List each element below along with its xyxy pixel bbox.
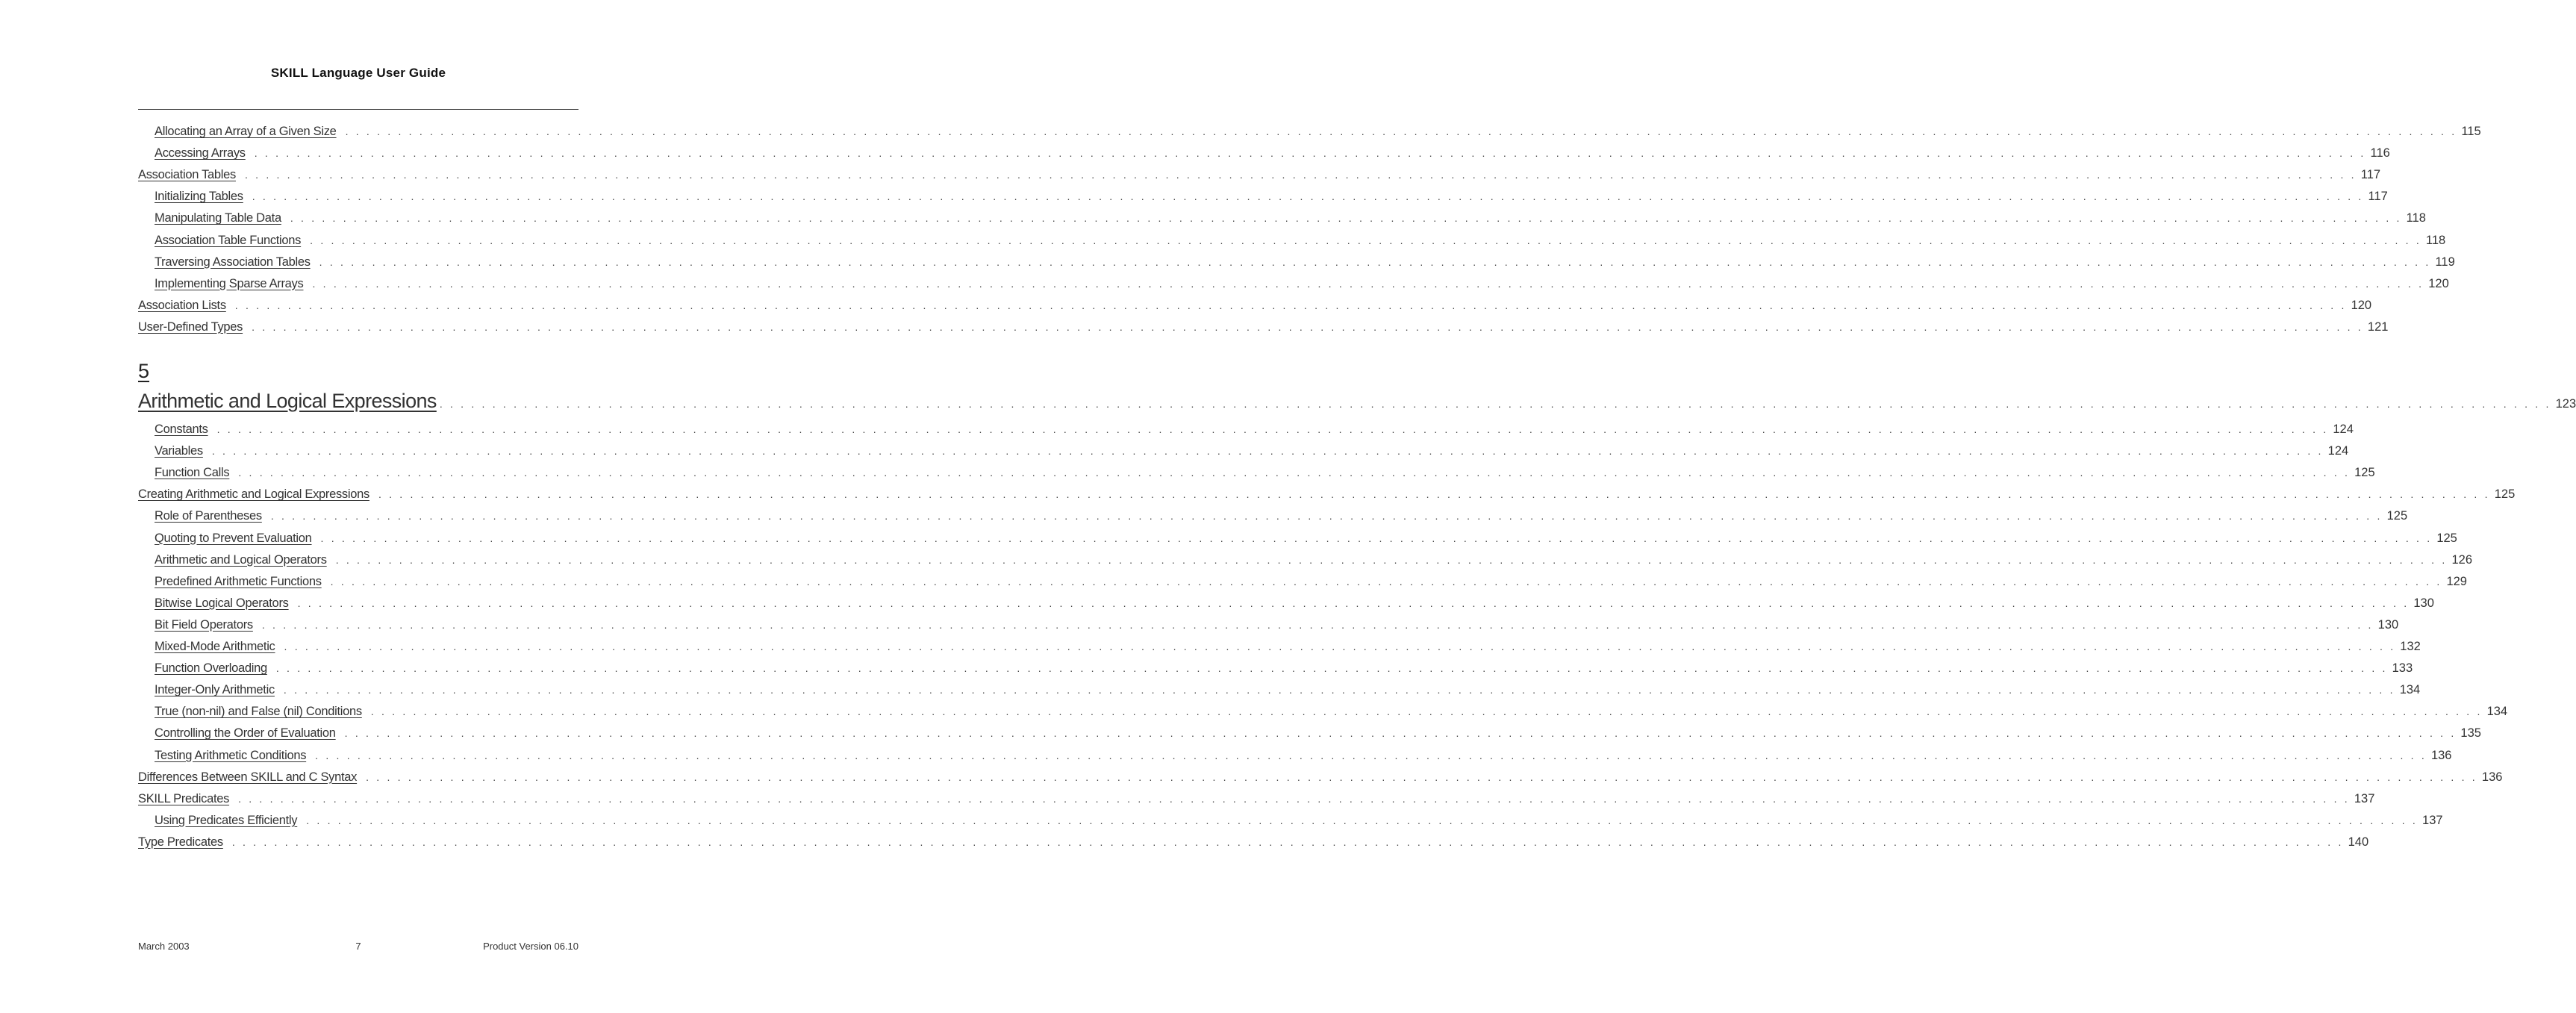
toc-entry-link[interactable]: Association Table Functions [155,233,302,247]
toc-entry-page-number: 120 [2428,276,2449,290]
toc-entry[interactable] [138,166,2381,184]
toc-entry-link[interactable]: Bit Field Operators [155,617,253,632]
toc-entry-page-number: 121 [2367,320,2389,334]
toc-entry[interactable] [155,551,2472,569]
chapter-title-row[interactable] [138,387,2576,415]
dot-leader: . . . . . . . . . . . . . . . . . . . . . . . . . . . . . . . . . . . . . . . . . . . . . . . . . . . . . . . . . . . . . . . . . . . . . . . . . . . . . . . . . . . . . . . . . . . . . . . . . . . . . . . . . . . . . . . . . . . . . . . . . . . . . . . . . . . . . . . . . . . . . . . . . . . . . . . . . . . . . . . . . . . . . . . . . . . . . . . . . . . . . . . . . . . . . . . . . . . . . . . . [270,510,2383,523]
toc-entry[interactable] [138,833,2369,851]
dot-leader: . . . . . . . . . . . . . . . . . . . . . . . . . . . . . . . . . . . . . . . . . . . . . . . . . . . . . . . . . . . . . . . . . . . . . . . . . . . . . . . . . . . . . . . . . . . . . . . . . . . . . . . . . . . . . . . . . . . . . . . . . . . . . . . . . . . . . . . . . . . . . . . . . . . . . . . . . . . . . . . . . . . . . . . . . . . . . . . . . . . . . . . . . . . . . . . . . . . . . . . . [238,792,2350,805]
toc-entry-link[interactable]: Bitwise Logical Operators [155,596,289,610]
toc-entry-page-number: 130 [2377,617,2399,632]
toc-entry-page-number: 115 [2461,125,2481,138]
toc-entry-link[interactable]: Testing Arithmetic Conditions [155,748,307,762]
toc-entry[interactable] [155,507,2408,525]
dot-leader: . . . . . . . . . . . . . . . . . . . . . . . . . . . . . . . . . . . . . . . . . . . . . . . . . . . . . . . . . . . . . . . . . . . . . . . . . . . . . . . . . . . . . . . . . . . . . . . . . . . . . . . . . . . . . . . . . . . . . . . . . . . . . . . . . . . . . . . . . . . . . . . . . . . . . . . . . . . . . . . . . . . . . . . . . . . . . . . . . . . . . . . . . . . . . . . . . . . . . . . . [290,212,2402,225]
dot-leader: . . . . . . . . . . . . . . . . . . . . . . . . . . . . . . . . . . . . . . . . . . . . . . . . . . . . . . . . . . . . . . . . . . . . . . . . . . . . . . . . . . . . . . . . . . . . . . . . . . . . . . . . . . . . . . . . . . . . . . . . . . . . . . . . . . . . . . . . . . . . . . . . . . . . . . . . . . . . . . . . . . . . . . . . . . . . . . . . . . . . . . . . . . . . . . . . . . . . . . . . [320,532,2433,544]
toc-entry-page-number: 125 [2354,466,2375,480]
toc-entry-link[interactable]: True (non-nil) and False (nil) Conditions [155,705,362,719]
toc-entry-link[interactable]: Controlling the Order of Evaluation [155,726,336,741]
footer-page-number: 7 [355,941,361,952]
toc-entry-link[interactable]: Function Overloading [155,661,267,676]
dot-leader: . . . . . . . . . . . . . . . . . . . . . . . . . . . . . . . . . . . . . . . . . . . . . . . . . . . . . . . . . . . . . . . . . . . . . . . . . . . . . . . . . . . . . . . . . . . . . . . . . . . . . . . . . . . . . . . . . . . . . . . . . . . . . . . . . . . . . . . . . . . . . . . . . . . . . . . . . . . . . . . . . . . . . . . . . . . . . . . . . . . . . . . . . . . . . . . . . . . . . . . . [335,553,2448,566]
toc-entry[interactable] [138,768,2503,786]
toc-entry-page-number: 140 [2348,835,2369,849]
toc-entry-page-number: 125 [2436,531,2457,545]
toc-entry[interactable] [155,616,2399,634]
toc-entry-link[interactable]: User-Defined Types [138,320,243,334]
toc-entry[interactable] [155,702,2508,720]
toc-entry-link[interactable]: Manipulating Table Data [155,211,281,225]
toc-entry-link[interactable]: Quoting to Prevent Evaluation [155,531,312,545]
toc-entry-page-number: 136 [2430,748,2452,762]
toc-entry-link[interactable]: Differences Between SKILL and C Syntax [138,770,358,784]
toc-entry[interactable] [155,209,2426,227]
toc-entry[interactable] [155,144,2390,162]
toc-entry-link[interactable]: Arithmetic and Logical Operators [155,552,327,567]
dot-leader: . . . . . . . . . . . . . . . . . . . . . . . . . . . . . . . . . . . . . . . . . . . . . . . . . . . . . . . . . . . . . . . . . . . . . . . . . . . . . . . . . . . . . . . . . . . . . . . . . . . . . . . . . . . . . . . . . . . . . . . . . . . . . . . . . . . . . . . . . . . . . . . . . . . . . . . . . . . . . . . . . . . . . . . . . . . . . . . . . . . . . . . . . . . . . . . . . . . . . . . . [310,234,2421,246]
toc-entry[interactable] [138,485,2516,503]
toc-entry-page-number: 132 [2400,640,2421,653]
chapter-page-number: 123 [2555,397,2576,411]
toc-entry-link[interactable]: Using Predicates Efficiently [155,813,298,827]
toc-entry-link[interactable]: Association Lists [138,298,226,312]
dot-leader: . . . . . . . . . . . . . . . . . . . . . . . . . . . . . . . . . . . . . . . . . . . . . . . . . . . . . . . . . . . . . . . . . . . . . . . . . . . . . . . . . . . . . . . . . . . . . . . . . . . . . . . . . . . . . . . . . . . . . . . . . . . . . . . . . . . . . . . . . . . . . . . . . . . . . . . . . . . . . . . . . . . . . . . . . . . . . . . . . . . . . . . . . . . . . . . . . . . . . . . . [275,662,2388,675]
toc-entry[interactable] [155,573,2467,590]
dot-leader: . . . . . . . . . . . . . . . . . . . . . . . . . . . . . . . . . . . . . . . . . . . . . . . . . . . . . . . . . . . . . . . . . . . . . . . . . . . . . . . . . . . . . . . . . . . . . . . . . . . . . . . . . . . . . . . . . . . . . . . . . . . . . . . . . . . . . . . . . . . . . . . . . . . . . . . . . . . . . . . . . . . . . . . . . . . . . . . . . . . . . . . . . . . . . . . . . . . . . . . . [238,467,2351,479]
dot-leader: . . . . . . . . . . . . . . . . . . . . . . . . . . . . . . . . . . . . . . . . . . . . . . . . . . . . . . . . . . . . . . . . . . . . . . . . . . . . . . . . . . . . . . . . . . . . . . . . . . . . . . . . . . . . . . . . . . . . . . . . . . . . . . . . . . . . . . . . . . . . . . . . . . . . . . . . . . . . . . . . . . . . . . . . . . . . . . . . . . . . . . . . . . . . . . . . . . . . . . . . [283,684,2395,696]
page-header-title: SKILL Language User Guide [270,66,446,80]
toc-entry[interactable] [155,659,2413,677]
toc-entry-link[interactable]: Implementing Sparse Arrays [155,276,304,290]
dot-leader: . . . . . . . . . . . . . . . . . . . . . . . . . . . . . . . . . . . . . . . . . . . . . . . . . . . . . . . . . . . . . . . . . . . . . . . . . . . . . . . . . . . . . . . . . . . . . . . . . . . . . . . . . . . . . . . . . . . . . . . . . . . . . . . . . . . . . . . . . . . . . . . . . . . . . . . . . . . . . . . . . . . . . . . . . . . . . . . . . . . . . . . . . . . . . . . . . . . . . . . . [231,835,2344,848]
toc-entry-page-number: 137 [2422,813,2443,827]
toc-entry-page-number: 136 [2481,770,2503,784]
toc-entry-link[interactable]: Initializing Tables [155,190,243,204]
toc-entry[interactable] [155,594,2434,612]
dot-leader: . . . . . . . . . . . . . . . . . . . . . . . . . . . . . . . . . . . . . . . . . . . . . . . . . . . . . . . . . . . . . . . . . . . . . . . . . . . . . . . . . . . . . . . . . . . . . . . . . . . . . . . . . . . . . . . . . . . . . . . . . . . . . . . . . . . . . . . . . . . . . . . . . . . . . . . . . . . . . . . . . . . . . . . . . . . . . . . . . . . . . . . . . . . . . . . . . . . . . . . . [330,575,2442,587]
toc-entry-link[interactable]: Integer-Only Arithmetic [155,683,275,697]
dot-leader: . . . . . . . . . . . . . . . . . . . . . . . . . . . . . . . . . . . . . . . . . . . . . . . . . . . . . . . . . . . . . . . . . . . . . . . . . . . . . . . . . . . . . . . . . . . . . . . . . . . . . . . . . . . . . . . . . . . . . . . . . . . . . . . . . . . . . . . . . . . . . . . . . . . . . . . . . . . . . . . . . . . . . . . . . . . . . . . . . . . . . . . . . . . . . . . . . . . . . . . . [284,640,2396,652]
toc-entry-page-number: 125 [2386,509,2408,523]
toc-entry-link[interactable]: Mixed-Mode Arithmetic [155,640,275,653]
toc-entry-link[interactable]: Allocating an Array of a Given Size [155,125,337,138]
dot-leader: . . . . . . . . . . . . . . . . . . . . . . . . . . . . . . . . . . . . . . . . . . . . . . . . . . . . . . . . . . . . . . . . . . . . . . . . . . . . . . . . . . . . . . . . . . . . . . . . . . . . . . . . . . . . . . . . . . . . . . . . . . . . . . . . . . . . . . . . . . . . . . . . . . . . . . . . . . . . . . . . . . . . . . . . . . . . . . . . . . . . . . . . . . . . . . . . . . . . . . . . [312,277,2424,290]
toc-entry-page-number: 116 [2370,146,2390,160]
toc-entry-link[interactable]: Constants [155,423,208,436]
toc-entry[interactable] [155,275,2449,293]
dot-leader: . . . . . . . . . . . . . . . . . . . . . . . . . . . . . . . . . . . . . . . . . . . . . . . . . . . . . . . . . . . . . . . . . . . . . . . . . . . . . . . . . . . . . . . . . . . . . . . . . . . . . . . . . . . . . . . . . . . . . . . . . . . . . . . . . . . . . . . . . . . . . . . . . . . . . . . . . . . . . . . . . . . . . . . . . . . . . . . . . . . . . . . . . . . . . . . . . . . . . . . . [244,169,2357,181]
toc-entry-page-number: 137 [2354,791,2375,805]
toc-entry-link[interactable]: Association Tables [138,168,236,182]
toc-entry[interactable] [155,811,2443,829]
dot-leader: . . . . . . . . . . . . . . . . . . . . . . . . . . . . . . . . . . . . . . . . . . . . . . . . . . . . . . . . . . . . . . . . . . . . . . . . . . . . . . . . . . . . . . . . . . . . . . . . . . . . . . . . . . . . . . . . . . . . . . . . . . . . . . . . . . . . . . . . . . . . . . . . . . . . . . . . . . . . . . . . . . . . . . . . . . . . . . . . . . . . . . . . . . . . . . . . . . . . . . . . [315,749,2427,761]
dot-leader: . . . . . . . . . . . . . . . . . . . . . . . . . . . . . . . . . . . . . . . . . . . . . . . . . . . . . . . . . . . . . . . . . . . . . . . . . . . . . . . . . . . . . . . . . . . . . . . . . . . . . . . . . . . . . . . . . . . . . . . . . . . . . . . . . . . . . . . . . . . . . . . . . . . . . . . . . . . . . . . . . . . . . . . . . . . . . . . . . . . . . . . . . . . . . . . . . . . . . . . . [252,190,2364,203]
toc-entry-page-number: 133 [2392,661,2413,676]
toc-entry-page-number: 130 [2413,596,2434,610]
toc-entry[interactable] [155,724,2481,742]
dot-leader: . . . . . . . . . . . . . . . . . . . . . . . . . . . . . . . . . . . . . . . . . . . . . . . . . . . . . . . . . . . . . . . . . . . . . . . . . . . . . . . . . . . . . . . . . . . . . . . . . . . . . . . . . . . . . . . . . . . . . . . . . . . . . . . . . . . . . . . . . . . . . . . . . . . . . . . . . . . . . . . . . . . . . . . . . . . . . . . . . . . . . . . . . . . . . . . . . . . . . . . . [297,596,2410,609]
toc-entry-link[interactable]: Accessing Arrays [155,146,246,160]
chapter-title-link[interactable]: Arithmetic and Logical Expressions [138,390,437,412]
toc-entry[interactable] [138,790,2375,808]
toc-entry[interactable] [155,187,2388,205]
dot-leader: . . . . . . . . . . . . . . . . . . . . . . . . . . . . . . . . . . . . . . . . . . . . . . . . . . . . . . . . . . . . . . . . . . . . . . . . . . . . . . . . . . . . . . . . . . . . . . . . . . . . . . . . . . . . . . . . . . . . . . . . . . . . . . . . . . . . . . . . . . . . . . . . . . . . . . . . . . . . . . . . . . . . . . . . . . . . . . . . . . . . . . . . . . . . . . . . . . . . . . . . [366,770,2477,783]
toc-entry[interactable] [138,318,2389,336]
toc-entry-link[interactable]: Predefined Arithmetic Functions [155,574,322,588]
toc-entry-link[interactable]: Type Predicates [138,835,223,849]
toc-entry[interactable] [155,442,2349,460]
chapter-number-link[interactable]: 5 [138,360,150,382]
dot-leader: . . . . . . . . . . . . . . . . . . . . . . . . . . . . . . . . . . . . . . . . . . . . . . . . . . . . . . . . . . . . . . . . . . . . . . . . . . . . . . . . . . . . . . . . . . . . . . . . . . . . . . . . . . . . . . . . . . . . . . . . . . . . . . . . . . . . . . . . . . . . . . . . . . . . . . . . . . . . . . . . . . . . . . . . . . . . . . . . . . . . . . . . . . . . . . . . . . . . . . . . [211,445,2324,458]
toc-entry-page-number: 118 [2406,211,2426,225]
toc-entry[interactable] [155,746,2452,764]
dot-leader: . . . . . . . . . . . . . . . . . . . . . . . . . . . . . . . . . . . . . . . . . . . . . . . . . . . . . . . . . . . . . . . . . . . . . . . . . . . . . . . . . . . . . . . . . . . . . . . . . . . . . . . . . . . . . . . . . . . . . . . . . . . . . . . . . . . . . . . . . . . . . . . . . . . . . . . . . . . . . . . . . . . . . . . . . . . . . . . . . . . . . . . . . . . . . . . . . . . . . . . . [378,488,2490,501]
dot-leader: . . . . . . . . . . . . . . . . . . . . . . . . . . . . . . . . . . . . . . . . . . . . . . . . . . . . . . . . . . . . . . . . . . . . . . . . . . . . . . . . . . . . . . . . . . . . . . . . . . . . . . . . . . . . . . . . . . . . . . . . . . . . . . . . . . . . . . . . . . . . . . . . . . . . . . . . . . . . . . . . . . . . . . . . . . . . . . . . . . . . . . . . . . . . . . . . . . . . . . . . [216,423,2329,435]
header-rule [138,109,578,110]
dot-leader: . . . . . . . . . . . . . . . . . . . . . . . . . . . . . . . . . . . . . . . . . . . . . . . . . . . . . . . . . . . . . . . . . . . . . . . . . . . . . . . . . . . . . . . . . . . . . . . . . . . . . . . . . . . . . . . . . . . . . . . . . . . . . . . . . . . . . . . . . . . . . . . . . . . . . . . . . . . . . . . . . . . . . . . . . . . . . . . . . . . . . . . . . . . . . . . . . . . . . . . . [439,398,2551,410]
dot-leader: . . . . . . . . . . . . . . . . . . . . . . . . . . . . . . . . . . . . . . . . . . . . . . . . . . . . . . . . . . . . . . . . . . . . . . . . . . . . . . . . . . . . . . . . . . . . . . . . . . . . . . . . . . . . . . . . . . . . . . . . . . . . . . . . . . . . . . . . . . . . . . . . . . . . . . . . . . . . . . . . . . . . . . . . . . . . . . . . . . . . . . . . . . . . . . . . . . . . . . . . [306,814,2418,826]
toc-entry-page-number: 119 [2435,255,2455,269]
toc-entry-page-number: 117 [2368,190,2388,204]
toc-entry[interactable] [155,464,2375,481]
toc-entry-page-number: 126 [2451,552,2472,567]
dot-leader: . . . . . . . . . . . . . . . . . . . . . . . . . . . . . . . . . . . . . . . . . . . . . . . . . . . . . . . . . . . . . . . . . . . . . . . . . . . . . . . . . . . . . . . . . . . . . . . . . . . . . . . . . . . . . . . . . . . . . . . . . . . . . . . . . . . . . . . . . . . . . . . . . . . . . . . . . . . . . . . . . . . . . . . . . . . . . . . . . . . . . . . . . . . . . . . . . . . . . . . . [261,618,2374,631]
toc-entry[interactable] [155,122,2481,140]
toc-entry-page-number: 117 [2360,168,2381,182]
footer-version: Product Version 06.10 [483,941,578,952]
dot-leader: . . . . . . . . . . . . . . . . . . . . . . . . . . . . . . . . . . . . . . . . . . . . . . . . . . . . . . . . . . . . . . . . . . . . . . . . . . . . . . . . . . . . . . . . . . . . . . . . . . . . . . . . . . . . . . . . . . . . . . . . . . . . . . . . . . . . . . . . . . . . . . . . . . . . . . . . . . . . . . . . . . . . . . . . . . . . . . . . . . . . . . . . . . . . . . . . . . . . . . . . [254,147,2366,160]
toc-entry-page-number: 135 [2460,726,2481,741]
toc-entry-page-number: 129 [2446,574,2467,588]
toc-entry-page-number: 125 [2494,487,2516,502]
toc-entry[interactable] [155,638,2421,655]
dot-leader: . . . . . . . . . . . . . . . . . . . . . . . . . . . . . . . . . . . . . . . . . . . . . . . . . . . . . . . . . . . . . . . . . . . . . . . . . . . . . . . . . . . . . . . . . . . . . . . . . . . . . . . . . . . . . . . . . . . . . . . . . . . . . . . . . . . . . . . . . . . . . . . . . . . . . . . . . . . . . . . . . . . . . . . . . . . . . . . . . . . . . . . . . . . . . . . . . . . . . . . . [252,320,2363,333]
toc-entry-link[interactable]: SKILL Predicates [138,791,230,805]
dot-leader: . . . . . . . . . . . . . . . . . . . . . . . . . . . . . . . . . . . . . . . . . . . . . . . . . . . . . . . . . . . . . . . . . . . . . . . . . . . . . . . . . . . . . . . . . . . . . . . . . . . . . . . . . . . . . . . . . . . . . . . . . . . . . . . . . . . . . . . . . . . . . . . . . . . . . . . . . . . . . . . . . . . . . . . . . . . . . . . . . . . . . . . . . . . . . . . . . . . . . . . . [345,125,2457,137]
toc-entry[interactable] [138,296,2372,314]
toc-entry[interactable] [155,231,2446,249]
toc-entry[interactable] [155,420,2354,438]
toc-entry-link[interactable]: Variables [155,444,203,458]
toc-entry[interactable] [155,681,2421,699]
toc-entry-page-number: 134 [2486,705,2508,719]
dot-leader: . . . . . . . . . . . . . . . . . . . . . . . . . . . . . . . . . . . . . . . . . . . . . . . . . . . . . . . . . . . . . . . . . . . . . . . . . . . . . . . . . . . . . . . . . . . . . . . . . . . . . . . . . . . . . . . . . . . . . . . . . . . . . . . . . . . . . . . . . . . . . . . . . . . . . . . . . . . . . . . . . . . . . . . . . . . . . . . . . . . . . . . . . . . . . . . . . . . . . . . . [344,727,2457,740]
toc-entry-page-number: 120 [2351,298,2372,312]
footer-date: March 2003 [138,941,190,952]
toc-entry-page-number: 124 [2333,423,2354,436]
toc-entry[interactable] [155,253,2455,271]
toc-entry-page-number: 118 [2425,233,2446,247]
dot-leader: . . . . . . . . . . . . . . . . . . . . . . . . . . . . . . . . . . . . . . . . . . . . . . . . . . . . . . . . . . . . . . . . . . . . . . . . . . . . . . . . . . . . . . . . . . . . . . . . . . . . . . . . . . . . . . . . . . . . . . . . . . . . . . . . . . . . . . . . . . . . . . . . . . . . . . . . . . . . . . . . . . . . . . . . . . . . . . . . . . . . . . . . . . . . . . . . . . . . . . . . [234,299,2347,311]
dot-leader: . . . . . . . . . . . . . . . . . . . . . . . . . . . . . . . . . . . . . . . . . . . . . . . . . . . . . . . . . . . . . . . . . . . . . . . . . . . . . . . . . . . . . . . . . . . . . . . . . . . . . . . . . . . . . . . . . . . . . . . . . . . . . . . . . . . . . . . . . . . . . . . . . . . . . . . . . . . . . . . . . . . . . . . . . . . . . . . . . . . . . . . . . . . . . . . . . . . . . . . . [370,705,2483,718]
toc-entry-link[interactable]: Traversing Association Tables [155,255,311,269]
toc-entry-link[interactable]: Function Calls [155,466,230,480]
toc-entry-page-number: 124 [2327,444,2349,458]
toc-entry[interactable] [155,529,2457,547]
toc-entry-link[interactable]: Creating Arithmetic and Logical Expressions [138,487,369,502]
dot-leader: . . . . . . . . . . . . . . . . . . . . . . . . . . . . . . . . . . . . . . . . . . . . . . . . . . . . . . . . . . . . . . . . . . . . . . . . . . . . . . . . . . . . . . . . . . . . . . . . . . . . . . . . . . . . . . . . . . . . . . . . . . . . . . . . . . . . . . . . . . . . . . . . . . . . . . . . . . . . . . . . . . . . . . . . . . . . . . . . . . . . . . . . . . . . . . . . . . . . . . . . [319,255,2431,268]
toc-entry-link[interactable]: Role of Parentheses [155,509,262,523]
toc-entry-page-number: 134 [2399,683,2421,697]
